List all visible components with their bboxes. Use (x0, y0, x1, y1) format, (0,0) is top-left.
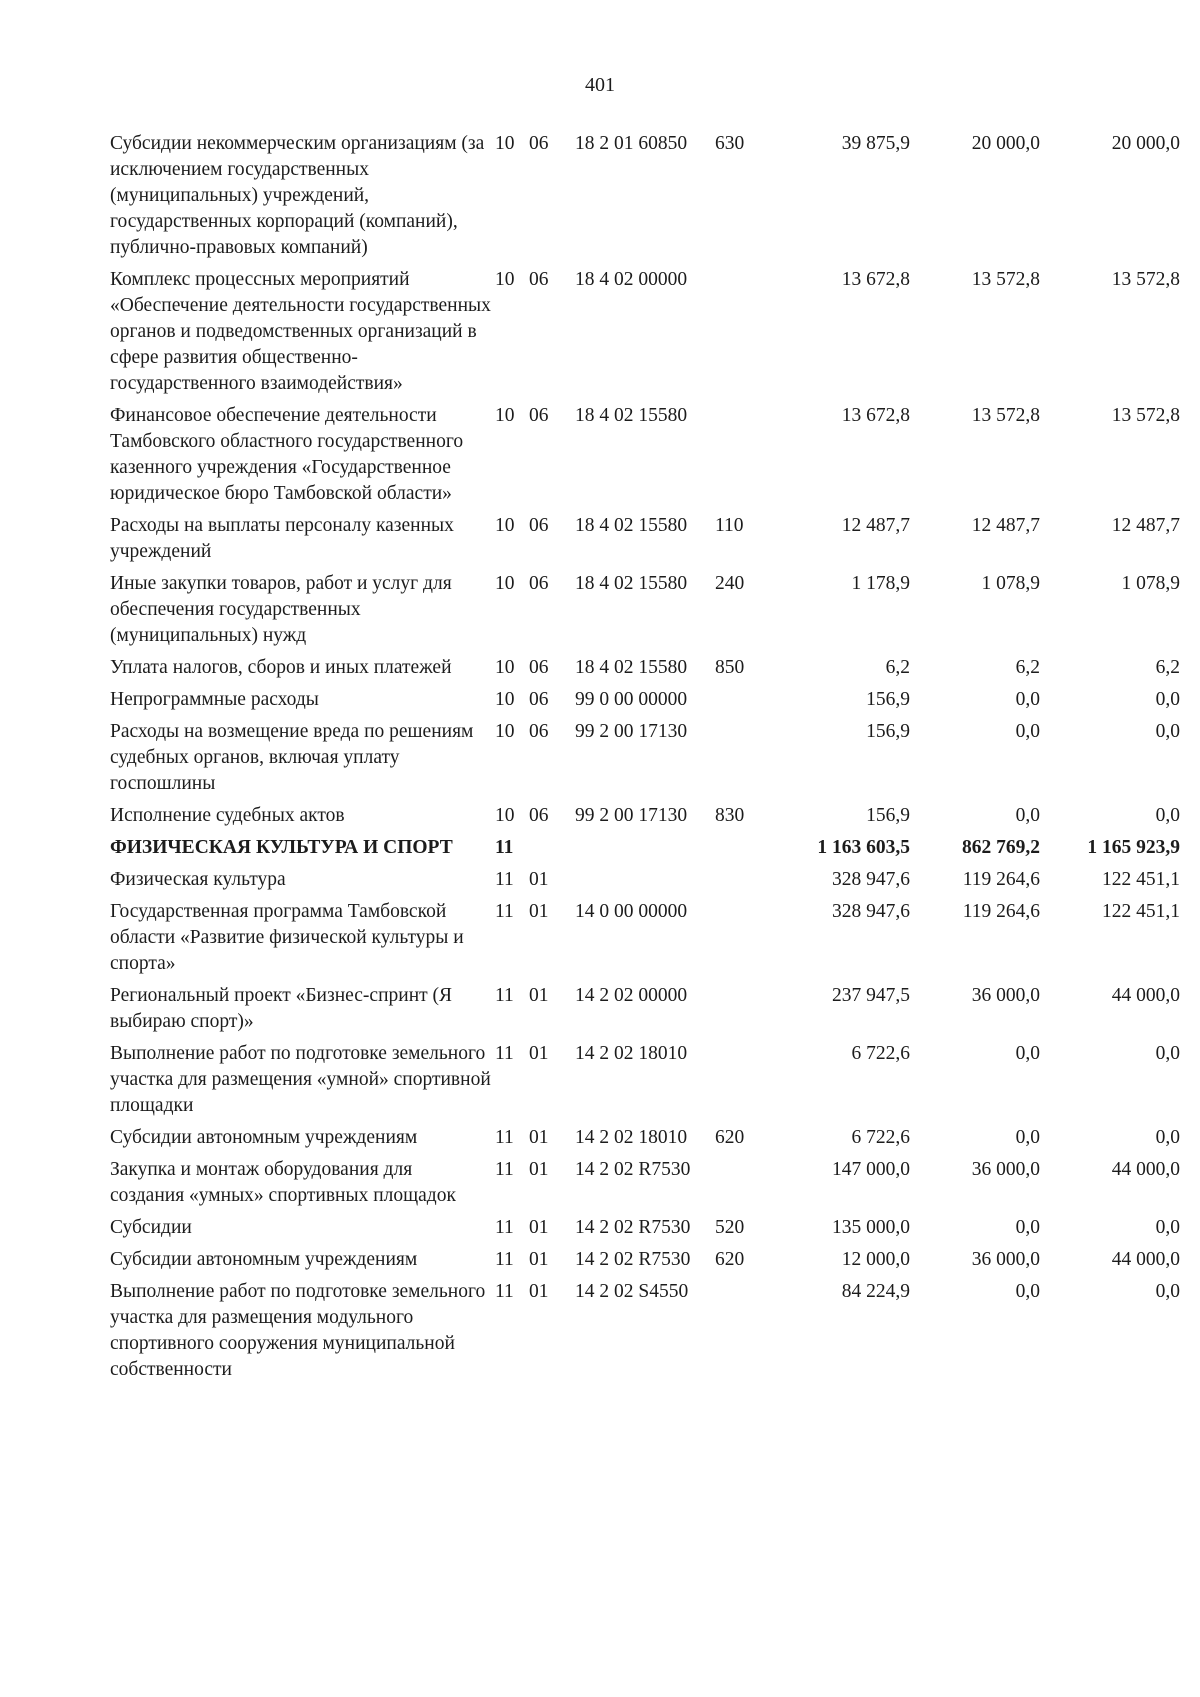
section-code: 11 (495, 1043, 514, 1064)
expense-name: Закупка и монтаж оборудования для создания «умных» спортивных площадок (110, 1159, 456, 1206)
expense-name: Финансовое обеспечение деятельности Тамбовского областного государственного казенного учреждения «Государственное юридическое бюро Тамбовской области» (110, 405, 464, 504)
amount-year-1: 328 947,6 (832, 869, 910, 890)
subsection-code: 06 (529, 573, 549, 594)
expense-name: Выполнение работ по подготовке земельного участка для размещения модульного спортивного сооружения муниципальной собственности (110, 1281, 486, 1380)
page-number: 401 (585, 74, 615, 96)
target-article-code (575, 835, 715, 867)
section-code: 11 (495, 869, 514, 890)
budget-table-body (110, 131, 1180, 1389)
table-row (110, 655, 1180, 687)
amount-year-3: 0,0 (1155, 1043, 1180, 1064)
target-article-code: 99 2 00 17130 (575, 805, 688, 826)
amount-year-3: 122 451,1 (1102, 869, 1180, 890)
target-article-code: 14 0 00 00000 (575, 901, 688, 922)
amount-year-1: 6,2 (885, 657, 910, 678)
table-row (110, 983, 1180, 1041)
amount-year-2: 862 769,2 (962, 837, 1040, 858)
subsection-code: 01 (529, 1043, 549, 1064)
target-article-code: 18 4 02 15580 (575, 573, 688, 594)
expense-name: Физическая культура (110, 869, 286, 890)
target-article-code: 14 2 02 18010 (575, 1043, 688, 1064)
expense-type-code (715, 983, 770, 1041)
amount-year-2: 0,0 (1015, 1217, 1040, 1238)
target-article-code: 18 2 01 60850 (575, 133, 688, 154)
expense-type-code (715, 1279, 770, 1389)
expense-type-code: 520 (715, 1217, 745, 1238)
amount-year-2: 0,0 (1015, 1127, 1040, 1148)
amount-year-2: 36 000,0 (971, 1249, 1040, 1270)
amount-year-1: 156,9 (866, 689, 910, 710)
amount-year-3: 13 572,8 (1111, 269, 1180, 290)
expense-type-code (715, 1041, 770, 1125)
expense-name: Субсидии некоммерческим организациям (за исключением государственных (муниципальных) учреждений, государственных корпораций (компаний), публично-правовых компаний) (110, 133, 485, 258)
subsection-code: 01 (529, 985, 549, 1006)
subsection-code: 06 (529, 515, 549, 536)
subsection-code: 01 (529, 1127, 549, 1148)
expense-type-code (715, 867, 770, 899)
subsection-code (529, 835, 575, 867)
section-code: 10 (495, 405, 515, 426)
target-article-code: 14 2 02 S4550 (575, 1281, 689, 1302)
target-article-code: 18 4 02 15580 (575, 657, 688, 678)
amount-year-3: 0,0 (1155, 1127, 1180, 1148)
amount-year-2: 0,0 (1015, 1281, 1040, 1302)
expense-name: Расходы на возмещение вреда по решениям судебных органов, включая уплату госпошлины (110, 721, 474, 794)
amount-year-2: 20 000,0 (971, 133, 1040, 154)
target-article-code: 99 2 00 17130 (575, 721, 688, 742)
amount-year-1: 237 947,5 (832, 985, 910, 1006)
amount-year-3: 0,0 (1155, 721, 1180, 742)
table-row (110, 571, 1180, 655)
expense-name: Исполнение судебных актов (110, 805, 345, 826)
expense-type-code: 240 (715, 573, 745, 594)
table-row (110, 131, 1180, 267)
section-code: 11 (495, 1159, 514, 1180)
table-row (110, 719, 1180, 803)
table-row (110, 513, 1180, 571)
amount-year-2: 119 264,6 (962, 869, 1040, 890)
table-row (110, 803, 1180, 835)
amount-year-1: 13 672,8 (841, 405, 910, 426)
section-code: 10 (495, 805, 515, 826)
section-code: 11 (495, 985, 514, 1006)
target-article-code: 14 2 02 R7530 (575, 1249, 691, 1270)
section-code: 10 (495, 721, 515, 742)
section-code: 10 (495, 689, 515, 710)
budget-table (110, 131, 1180, 1389)
expense-type-code: 620 (715, 1249, 745, 1270)
expense-name: Субсидии автономным учреждениям (110, 1127, 418, 1148)
expense-type-code (715, 687, 770, 719)
table-row (110, 267, 1180, 403)
amount-year-2: 12 487,7 (971, 515, 1040, 536)
table-row (110, 1157, 1180, 1215)
amount-year-1: 12 000,0 (841, 1249, 910, 1270)
subsection-code: 06 (529, 689, 549, 710)
subsection-code: 06 (529, 269, 549, 290)
amount-year-1: 1 178,9 (851, 573, 910, 594)
expense-name: Субсидии автономным учреждениям (110, 1249, 418, 1270)
amount-year-3: 12 487,7 (1111, 515, 1180, 536)
expense-name: Расходы на выплаты персоналу казенных учреждений (110, 515, 454, 562)
amount-year-1: 135 000,0 (832, 1217, 910, 1238)
expense-type-code: 830 (715, 805, 745, 826)
section-code: 11 (495, 1127, 514, 1148)
table-row (110, 1215, 1180, 1247)
amount-year-2: 13 572,8 (971, 269, 1040, 290)
amount-year-3: 44 000,0 (1111, 1249, 1180, 1270)
amount-year-2: 0,0 (1015, 721, 1040, 742)
section-code: 11 (495, 1217, 514, 1238)
amount-year-3: 44 000,0 (1111, 1159, 1180, 1180)
amount-year-3: 44 000,0 (1111, 985, 1180, 1006)
expense-type-code (715, 719, 770, 803)
table-row (110, 867, 1180, 899)
expense-name: Государственная программа Тамбовской области «Развитие физической культуры и спорта» (110, 901, 464, 974)
amount-year-2: 6,2 (1015, 657, 1040, 678)
amount-year-2: 0,0 (1015, 689, 1040, 710)
subsection-code: 06 (529, 405, 549, 426)
expense-name: ФИЗИЧЕСКАЯ КУЛЬТУРА И СПОРТ (110, 837, 453, 858)
amount-year-3: 13 572,8 (1111, 405, 1180, 426)
amount-year-2: 36 000,0 (971, 1159, 1040, 1180)
amount-year-2: 1 078,9 (981, 573, 1040, 594)
section-code: 10 (495, 133, 515, 154)
amount-year-3: 0,0 (1155, 805, 1180, 826)
table-row (110, 1247, 1180, 1279)
amount-year-3: 1 078,9 (1121, 573, 1180, 594)
target-article-code: 14 2 02 R7530 (575, 1217, 691, 1238)
table-row (110, 899, 1180, 983)
target-article-code: 14 2 02 00000 (575, 985, 688, 1006)
target-article-code: 18 4 02 15580 (575, 515, 688, 536)
expense-type-code: 110 (715, 515, 744, 536)
amount-year-3: 122 451,1 (1102, 901, 1180, 922)
target-article-code: 18 4 02 00000 (575, 269, 688, 290)
expense-name: Уплата налогов, сборов и иных платежей (110, 657, 452, 678)
amount-year-3: 20 000,0 (1111, 133, 1180, 154)
subsection-code: 01 (529, 1281, 549, 1302)
amount-year-2: 36 000,0 (971, 985, 1040, 1006)
expense-name: Комплекс процессных мероприятий «Обеспечение деятельности государственных органов и подведомственных организаций в сфере развития общественно-государственного взаимодействия» (110, 269, 491, 394)
target-article-code: 18 4 02 15580 (575, 405, 688, 426)
table-row (110, 1125, 1180, 1157)
subsection-code: 01 (529, 869, 549, 890)
subsection-code: 01 (529, 1217, 549, 1238)
amount-year-1: 156,9 (866, 805, 910, 826)
subsection-code: 06 (529, 657, 549, 678)
amount-year-3: 0,0 (1155, 1217, 1180, 1238)
amount-year-3: 0,0 (1155, 1281, 1180, 1302)
amount-year-2: 0,0 (1015, 805, 1040, 826)
section-code: 10 (495, 657, 515, 678)
table-row (110, 1279, 1180, 1389)
amount-year-3: 6,2 (1155, 657, 1180, 678)
target-article-code (575, 867, 715, 899)
expense-type-code (715, 899, 770, 983)
amount-year-1: 328 947,6 (832, 901, 910, 922)
table-row (110, 835, 1180, 867)
expense-type-code: 850 (715, 657, 745, 678)
subsection-code: 06 (529, 721, 549, 742)
amount-year-2: 119 264,6 (962, 901, 1040, 922)
amount-year-1: 156,9 (866, 721, 910, 742)
subsection-code: 01 (529, 901, 549, 922)
amount-year-1: 6 722,6 (851, 1127, 910, 1148)
amount-year-1: 1 163 603,5 (817, 837, 910, 858)
section-code: 11 (495, 1249, 514, 1270)
expense-name: Иные закупки товаров, работ и услуг для обеспечения государственных (муниципальных) нужд (110, 573, 452, 646)
amount-year-3: 0,0 (1155, 689, 1180, 710)
amount-year-1: 6 722,6 (851, 1043, 910, 1064)
amount-year-1: 12 487,7 (841, 515, 910, 536)
expense-name: Непрограммные расходы (110, 689, 319, 710)
target-article-code: 99 0 00 00000 (575, 689, 688, 710)
amount-year-1: 84 224,9 (841, 1281, 910, 1302)
section-code: 11 (495, 901, 514, 922)
expense-type-code (715, 1157, 770, 1215)
section-code: 11 (495, 1281, 514, 1302)
section-code: 11 (495, 837, 514, 858)
amount-year-1: 13 672,8 (841, 269, 910, 290)
subsection-code: 06 (529, 133, 549, 154)
subsection-code: 01 (529, 1159, 549, 1180)
amount-year-2: 0,0 (1015, 1043, 1040, 1064)
expense-name: Субсидии (110, 1217, 192, 1238)
subsection-code: 06 (529, 805, 549, 826)
section-code: 10 (495, 573, 515, 594)
expense-type-code: 620 (715, 1127, 745, 1148)
section-code: 10 (495, 515, 515, 536)
expense-type-code: 630 (715, 133, 745, 154)
table-row (110, 687, 1180, 719)
table-row (110, 1041, 1180, 1125)
expense-type-code (715, 267, 770, 403)
subsection-code: 01 (529, 1249, 549, 1270)
expense-name: Выполнение работ по подготовке земельного участка для размещения «умной» спортивной площадки (110, 1043, 491, 1116)
amount-year-2: 13 572,8 (971, 405, 1040, 426)
amount-year-3: 1 165 923,9 (1087, 837, 1180, 858)
expense-name: Региональный проект «Бизнес-спринт (Я выбираю спорт)» (110, 985, 453, 1032)
section-code: 10 (495, 269, 515, 290)
target-article-code: 14 2 02 18010 (575, 1127, 688, 1148)
table-row (110, 403, 1180, 513)
target-article-code: 14 2 02 R7530 (575, 1159, 691, 1180)
expense-type-code (715, 403, 770, 513)
amount-year-1: 147 000,0 (832, 1159, 910, 1180)
amount-year-1: 39 875,9 (841, 133, 910, 154)
expense-type-code (715, 835, 770, 867)
